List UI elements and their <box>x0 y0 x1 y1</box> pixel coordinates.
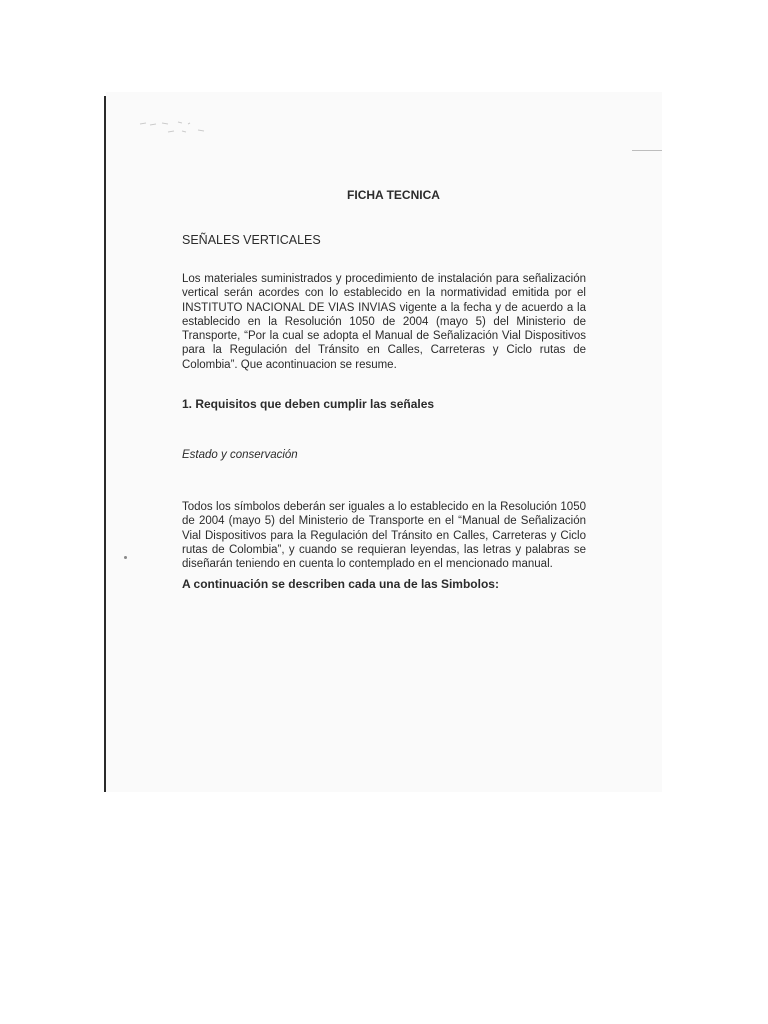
scan-smudge <box>138 118 228 138</box>
section-heading: SEÑALES VERTICALES <box>182 233 321 247</box>
intro-paragraph: Los materiales suministrados y procedimiento de instalación para señalización vertical serán acordes con lo establecido en la normatividad emitida por el INSTITUTO NACIONAL DE VIAS INVIAS vigente a la fecha y de acuerdo a la establecido en la Resolución 1050 de 2004 (mayo 5) del Ministerio de Transporte, “Por la cual se adopta el Manual de Señalización Vial Dispositivos para la Regulación del Tránsito en Calles, Carreteras y Ciclo rutas de Colombia”. Que acontinuacion se resume. <box>182 273 586 371</box>
requirements-heading: 1. Requisitos que deben cumplir las señales <box>182 397 435 411</box>
symbols-paragraph: Todos los símbolos deberán ser iguales a lo establecido en la Resolución 1050 de 2004 (mayo 5) del Ministerio de Transporte en el “Manual de Señalización Vial Dispositivos para la Regulación del Tránsito en Calles, Carreteras y Ciclo rutas de Colombia”, y cuando se requieran leyendas, las letras y palabras se diseñarán teniendo en cuenta lo contemplado en el mencionado manual. <box>182 501 586 571</box>
symbols-intro: A continuación se describen cada una de las Simbolos: <box>182 577 499 591</box>
document-title: FICHA TECNICA <box>347 188 440 202</box>
scan-mark <box>632 150 662 151</box>
scan-edge-line <box>104 96 106 792</box>
scan-speck <box>124 556 127 559</box>
subsection-label: Estado y conservación <box>182 449 298 461</box>
